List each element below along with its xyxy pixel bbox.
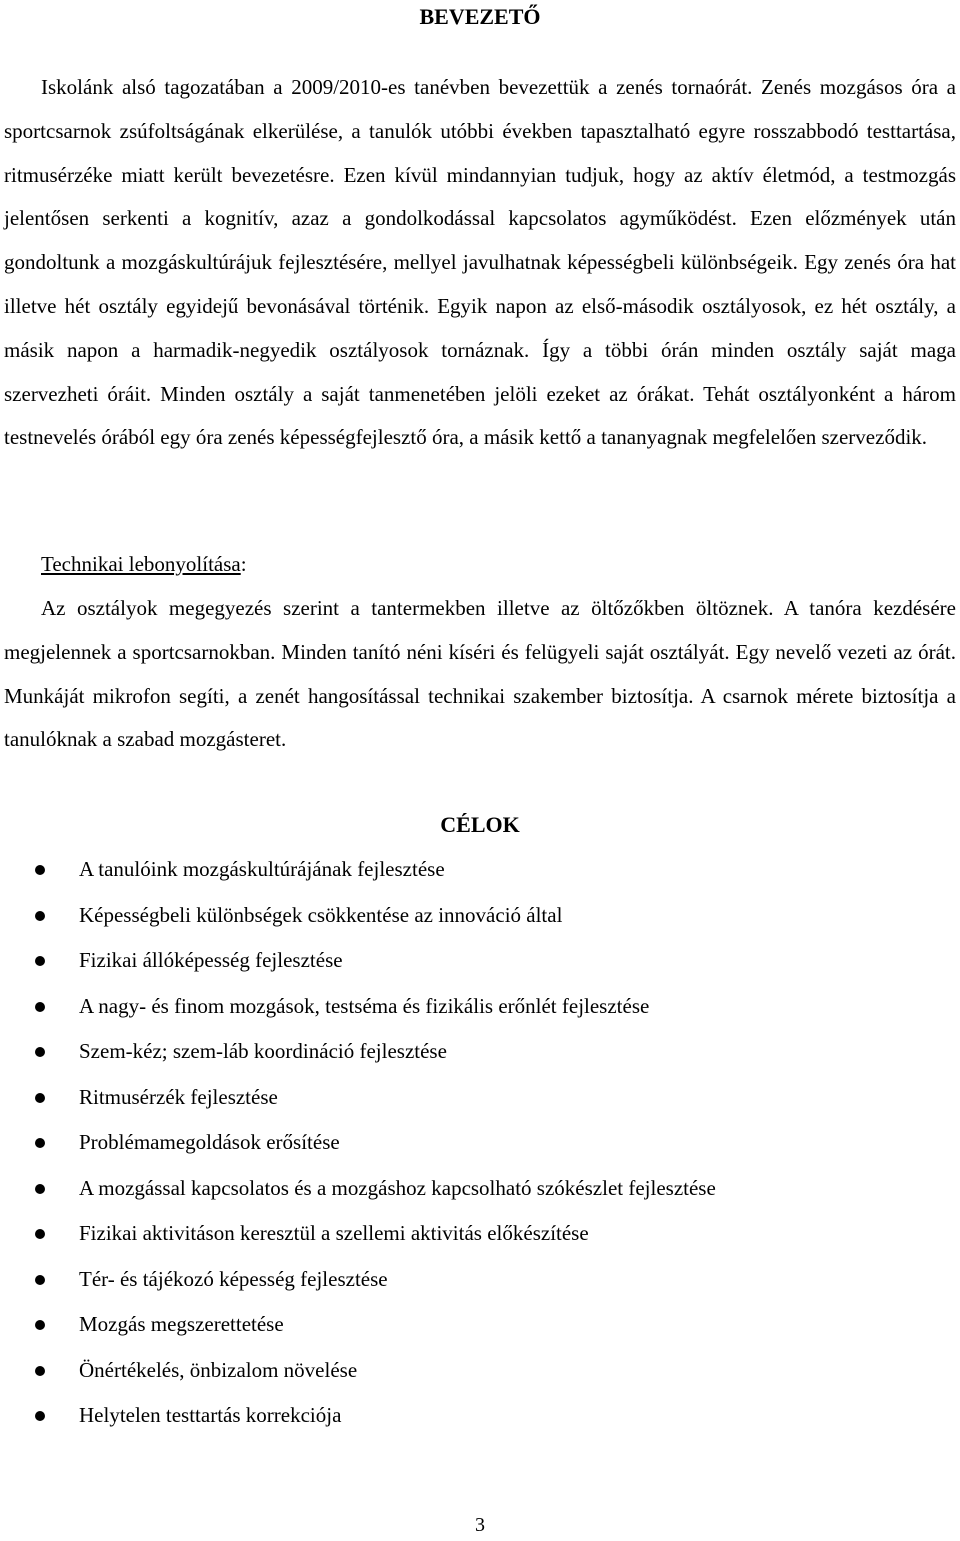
intro-heading: BEVEZETŐ	[419, 4, 541, 29]
goal-item	[0, 1211, 960, 1257]
bullet-icon	[35, 1093, 45, 1103]
goal-text: Fizikai állóképesség fejlesztése	[79, 948, 343, 972]
bullet-icon	[35, 911, 45, 921]
bullet-icon	[35, 1002, 45, 1012]
goal-text: A tanulóink mozgáskultúrájának fejlesztése	[79, 857, 445, 881]
bullet-icon	[35, 865, 45, 875]
goal-text: Helytelen testtartás korrekciója	[79, 1403, 342, 1427]
goal-item	[0, 1075, 960, 1121]
goal-text: Önértékelés, önbizalom növelése	[79, 1357, 358, 1382]
goal-item	[0, 984, 960, 1030]
goal-text: A mozgással kapcsolatos és a mozgáshoz kapcsolható szókészlet fejlesztése	[79, 1175, 716, 1200]
goal-item	[0, 1120, 960, 1166]
goal-item	[0, 1393, 960, 1439]
bullet-icon	[35, 1047, 45, 1057]
goals-heading: CÉLOK	[440, 812, 520, 837]
bullet-icon	[35, 1229, 45, 1239]
goal-text: Tér- és tájékozó képesség fejlesztése	[79, 1266, 388, 1291]
goal-item	[0, 1257, 960, 1303]
bullet-icon	[35, 956, 45, 966]
page-number: 3	[475, 1514, 485, 1536]
goal-item	[0, 893, 960, 939]
goal-item	[0, 938, 960, 984]
goal-item	[0, 1348, 960, 1394]
goal-item	[0, 847, 960, 893]
goal-text: Képességbeli különbségek csökkentése az innováció által	[79, 902, 563, 927]
goals-list	[0, 847, 960, 1439]
technical-paragraph: Az osztályok megegyezés szerint a tantermekben illetve az öltőzőkben öltöznek. A tanóra kezdésére megjelennek a sportcsarnokban. Minden tanító néni kíséri és felügyeli saját osztályát. Egy nevelő vezeti az órát. Munkáját mikrofon segíti, a zenét hangosítással technikai szakember biztosítja. A csarnok mérete biztosítja a tanulóknak a szabad mozgásteret.	[4, 596, 956, 752]
goal-item	[0, 1166, 960, 1212]
goal-text: Mozgás megszerettetése	[79, 1312, 284, 1336]
goal-text: Fizikai aktivitáson keresztül a szellemi aktivitás előkészítése	[79, 1221, 589, 1245]
technical-label-colon: :	[240, 552, 247, 576]
bullet-icon	[35, 1366, 45, 1376]
bullet-icon	[35, 1320, 45, 1330]
goal-text: Szem-kéz; szem-láb koordináció fejlesztése	[79, 1039, 447, 1063]
goal-item	[0, 1302, 960, 1348]
goal-text: Problémamegoldások erősítése	[79, 1130, 340, 1154]
goal-text: A nagy- és finom mozgások, testséma és fizikális erőnlét fejlesztése	[79, 993, 650, 1018]
technical-label: Technikai lebonyolítása	[41, 552, 241, 576]
goal-text: Ritmusérzék fejlesztése	[79, 1084, 278, 1109]
technical-subheading	[41, 543, 956, 587]
bullet-icon	[35, 1184, 45, 1194]
bullet-icon	[35, 1275, 45, 1285]
intro-paragraph: Iskolánk alsó tagozatában a 2009/2010-es tanévben bevezettük a zenés tornaórát. Zenés mozgásos óra a sportcsarnok zsúfoltságának elkerülése, a tanulók utóbbi években tapasztalható egyre rosszabbodó testtartása, ritmusérzéke miatt került bevezetésre. Ezen kívül mindannyian tudjuk, hogy az aktív életmód, a testmozgás jelentősen serkenti a kognitív, azaz a gondolkodással kapcsolatos agyműködést. Ezen előzmények után gondoltunk a mozgáskultúrájuk fejlesztésére, mellyel javulhatnak képességbeli különbségeik. Egy zenés óra hat illetve hét osztály egyidejű bevonásával történik. Egyik napon az első-második osztályosok, ez hét osztály, a másik napon a harmadik-negyedik osztályosok tornáznak. Így a többi órán minden osztály saját maga szervezheti óráit. Minden osztály a saját tanmenetében jelöli ezeket az órákat. Tehát osztályonként a három testnevelés órából egy óra zenés képességfejlesztő óra, a másik kettő a tananyagnak megfelelően szerveződik.	[4, 75, 956, 450]
bullet-icon	[35, 1411, 45, 1421]
bullet-icon	[35, 1138, 45, 1148]
goal-item	[0, 1029, 960, 1075]
